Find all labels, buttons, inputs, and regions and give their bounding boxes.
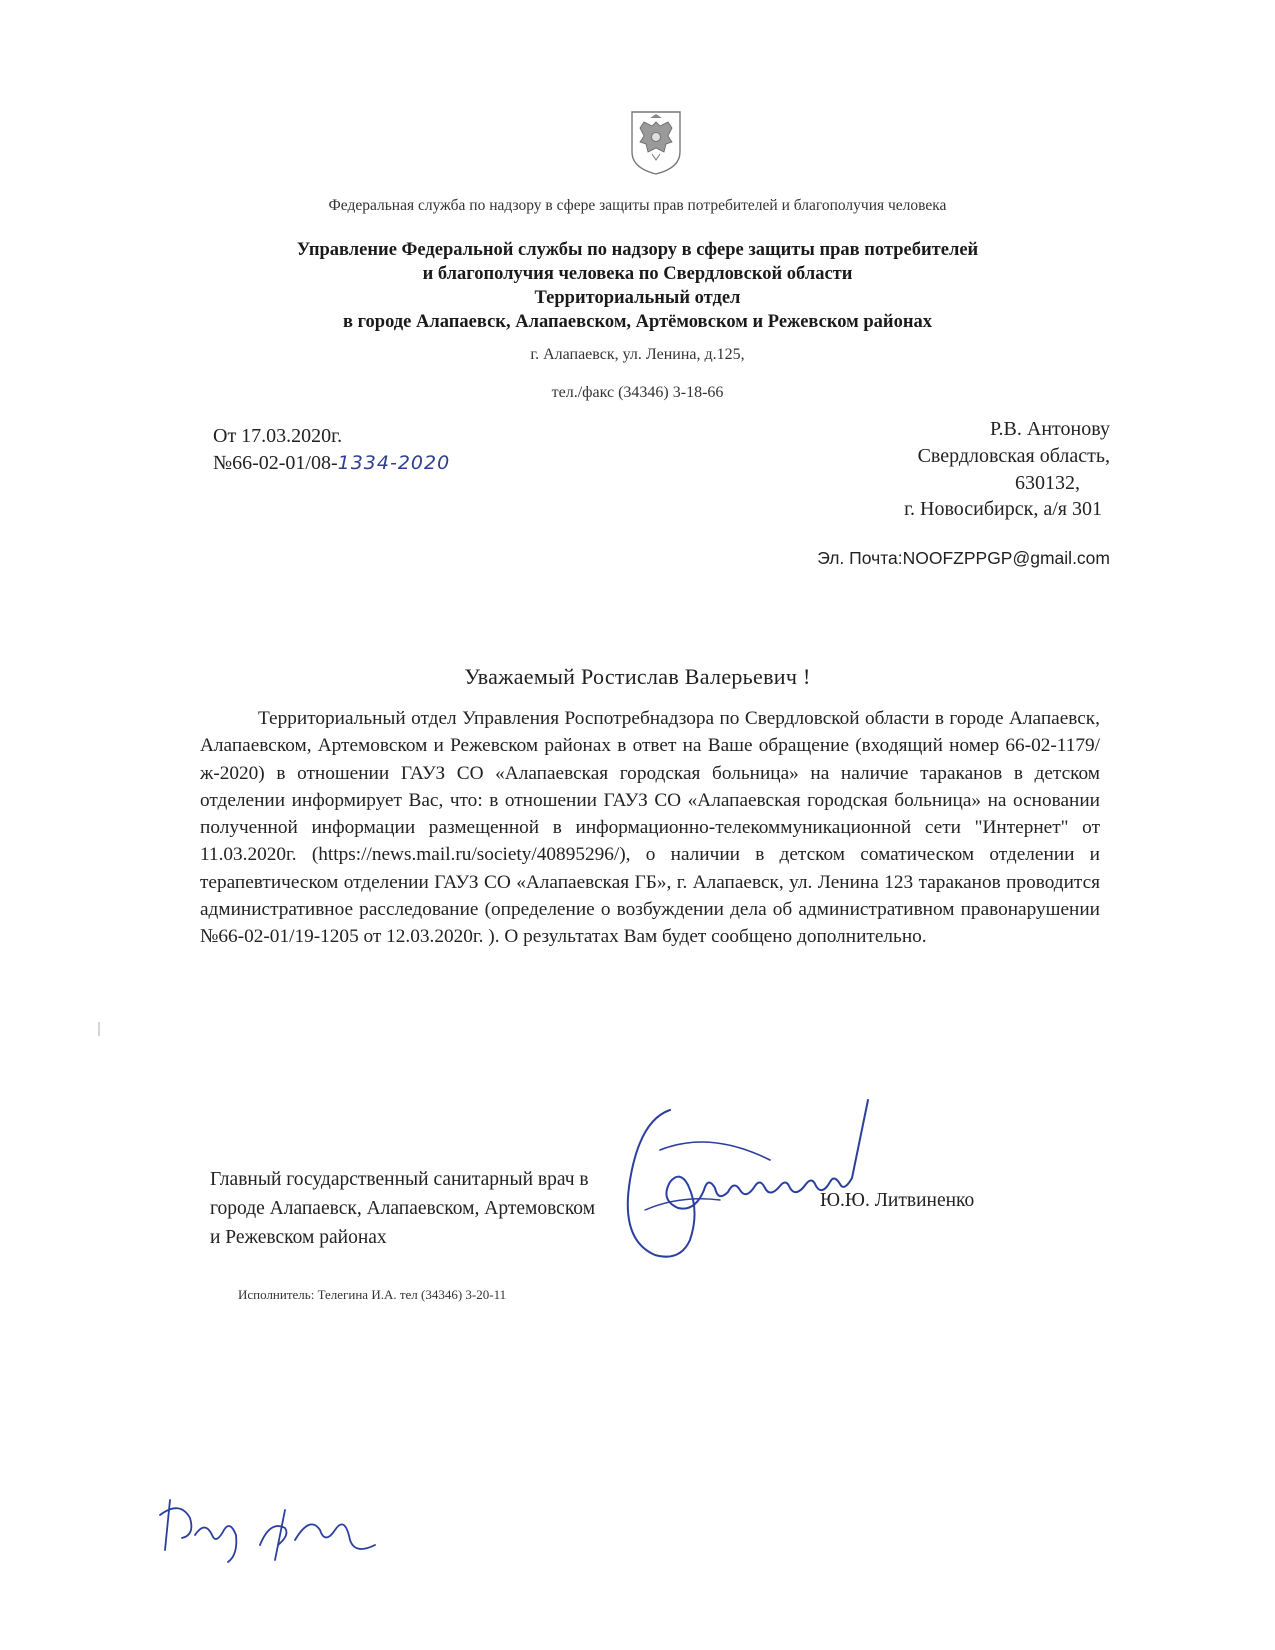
- sender-phone: тел./факс (34346) 3-18-66: [551, 384, 724, 401]
- letter-body: Территориальный отдел Управления Роспотребнадзора по Свердловской области в городе Алапаевск, Алапаевском, Артемовском и Режевском районах в ответ на Ваше обращение (входящий номер 66-02-1179/ж-2020) в отношении ГАУЗ СО «Алапаевская городская больница» на наличие тараканов в детском отделении информирует Вас, что: в отношении ГАУЗ СО «Алапаевская городская больница» на основании полученной информации размещенной в информационно-телекоммуникационной сети "Интернет" от 11.03.2020г. (https://news.mail.ru/society/40895296/), о наличии в детском соматическом отделении и терапевтическом отделении ГАУЗ СО «Алапаевская ГБ», г. Алапаевск, ул. Ленина 123 тараканов проводится административное расследование (определение о возбуждении дела об административном правонарушении №66-02-01/19-1205 от 12.03.2020г. ). О результатах Вам будет сообщено дополнительно.: [200, 708, 1100, 948]
- recipient-region: Свердловская область,: [917, 445, 1110, 467]
- handwritten-signature: [600, 1090, 900, 1270]
- greeting: Уважаемый Ростислав Валерьевич !: [464, 664, 811, 689]
- letter-number-prefix: №66-02-01/08-: [213, 452, 338, 474]
- coat-of-arms-icon: [626, 108, 686, 178]
- executor-line: Исполнитель: Телегина И.А. тел (34346) 3-20-11: [238, 1287, 507, 1302]
- department-line: Территориальный отдел: [534, 288, 741, 308]
- signer-title: [210, 1165, 595, 1252]
- recipient-email: Эл. Почта:NOOFZPPGP@gmail.com: [817, 548, 1110, 568]
- signer-title-line: Главный государственный санитарный врач в: [210, 1169, 589, 1190]
- department-line: в городе Алапаевск, Алапаевском, Артёмовском и Режевском районах: [343, 312, 932, 332]
- department-line: Управление Федеральной службы по надзору в сфере защиты прав потребителей: [296, 240, 979, 260]
- scan-mark: [98, 1022, 100, 1036]
- sender-address: г. Алапаевск, ул. Ленина, д.125,: [530, 346, 745, 363]
- letter-date: От 17.03.2020г.: [213, 425, 343, 447]
- signer-title-line: городе Алапаевск, Алапаевском, Артемовском: [210, 1198, 596, 1219]
- letter-number: [213, 452, 450, 475]
- service-name: Федеральная служба по надзору в сфере защиты прав потребителей и благополучия человека: [328, 197, 947, 214]
- letter-number-handwritten: 1334-2020: [337, 452, 451, 474]
- signer-name: Ю.Ю. Литвиненко: [820, 1190, 975, 1211]
- recipient-city: г. Новосибирск, а/я 301: [904, 498, 1102, 520]
- handwritten-initials: [150, 1490, 400, 1570]
- recipient-name: Р.В. Антонову: [989, 418, 1110, 440]
- department-line: и благополучия человека по Свердловской области: [422, 264, 853, 284]
- recipient-postcode: 630132,: [1015, 472, 1080, 494]
- signer-title-line: и Режевском районах: [210, 1227, 387, 1248]
